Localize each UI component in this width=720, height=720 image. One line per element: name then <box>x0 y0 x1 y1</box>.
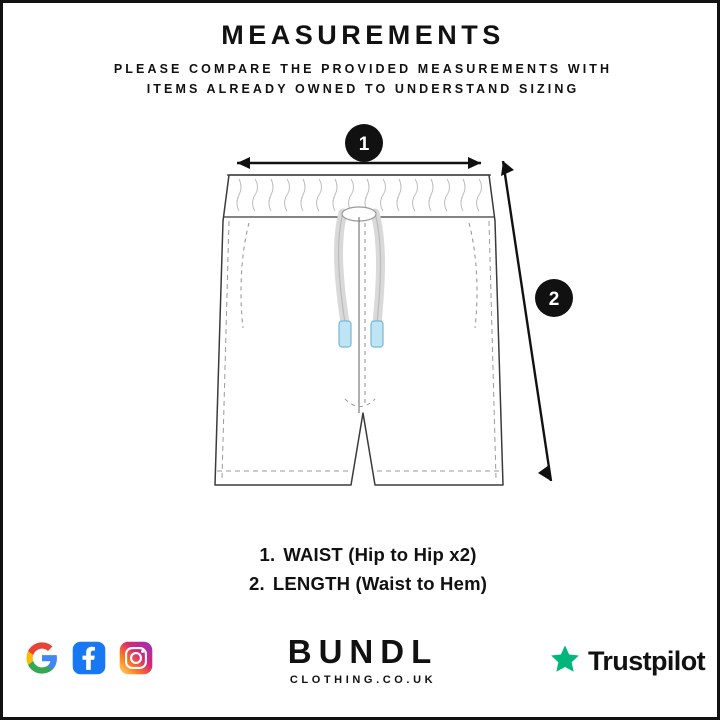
badge-2 <box>535 279 573 317</box>
legend-label-1: WAIST (Hip to Hip x2) <box>283 544 477 565</box>
legend-number-1: 1. <box>259 544 276 565</box>
legend-item-waist <box>3 541 720 570</box>
shorts-diagram <box>3 113 720 513</box>
trustpilot-star-icon <box>549 643 581 680</box>
page-title: MEASUREMENTS <box>221 20 505 50</box>
badge-1 <box>345 124 383 162</box>
header <box>3 21 720 98</box>
subtitle-line-1: PLEASE COMPARE THE PROVIDED MEASUREMENTS WITH <box>113 61 613 76</box>
subtitle-line-2: ITEMS ALREADY OWNED TO UNDERSTAND SIZING <box>146 81 580 96</box>
legend-label-2: LENGTH (Waist to Hem) <box>272 572 488 594</box>
legend-number-2: 2. <box>249 572 265 594</box>
measurement-legend <box>3 541 720 598</box>
brand-domain: CLOTHING.CO.UK <box>289 674 437 686</box>
brand-name: BUNDL <box>287 633 439 670</box>
trustpilot-badge[interactable] <box>549 643 705 680</box>
svg-text:1: 1 <box>358 134 370 155</box>
length-measurement-arrow <box>501 161 551 481</box>
trustpilot-label: Trustpilot <box>588 646 705 676</box>
legend-item-length <box>3 570 720 599</box>
svg-text:2: 2 <box>548 289 560 310</box>
footer <box>3 619 720 705</box>
